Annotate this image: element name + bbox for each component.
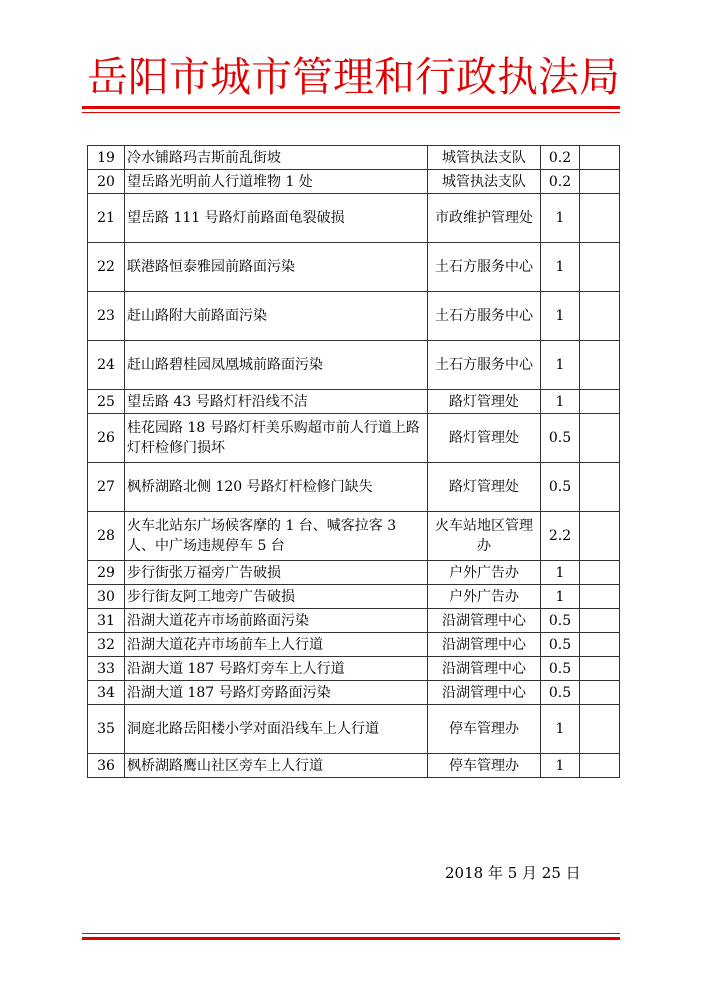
table-body <box>88 146 620 778</box>
table-row <box>88 754 620 778</box>
row-number: 21 <box>88 194 125 243</box>
responsible-unit: 户外广告办 <box>428 561 541 585</box>
responsible-unit: 户外广告办 <box>428 585 541 609</box>
empty-cell <box>580 146 620 170</box>
deduction-value: 0.5 <box>541 681 580 705</box>
responsible-unit: 停车管理办 <box>428 754 541 778</box>
table-row <box>88 292 620 341</box>
violations-table <box>87 145 620 778</box>
table-row <box>88 463 620 512</box>
responsible-unit: 土石方服务中心 <box>428 243 541 292</box>
deduction-value: 1 <box>541 561 580 585</box>
issue-description: 沿湖大道 187 号路灯旁车上人行道 <box>125 657 428 681</box>
row-number: 36 <box>88 754 125 778</box>
responsible-unit: 沿湖管理中心 <box>428 609 541 633</box>
row-number: 32 <box>88 633 125 657</box>
issue-description: 火车北站东广场候客摩的 1 台、喊客拉客 3 人、中广场违规停车 5 台 <box>125 512 428 561</box>
empty-cell <box>580 243 620 292</box>
row-number: 34 <box>88 681 125 705</box>
row-number: 35 <box>88 705 125 754</box>
deduction-value: 1 <box>541 341 580 390</box>
header-rule-thick <box>82 106 620 109</box>
deduction-value: 1 <box>541 292 580 341</box>
row-number: 22 <box>88 243 125 292</box>
deduction-value: 1 <box>541 705 580 754</box>
deduction-value: 1 <box>541 754 580 778</box>
footer-rule-thin <box>82 933 620 934</box>
row-number: 19 <box>88 146 125 170</box>
issue-description: 望岳路光明前人行道堆物 1 处 <box>125 170 428 194</box>
deduction-value: 0.2 <box>541 146 580 170</box>
issue-description: 步行街张万福旁广告破损 <box>125 561 428 585</box>
empty-cell <box>580 681 620 705</box>
issue-description: 洞庭北路岳阳楼小学对面沿线车上人行道 <box>125 705 428 754</box>
issue-description: 枫桥湖路鹰山社区旁车上人行道 <box>125 754 428 778</box>
empty-cell <box>580 609 620 633</box>
responsible-unit: 沿湖管理中心 <box>428 681 541 705</box>
document-date: 2018 年 5 月 25 日 <box>445 864 581 882</box>
deduction-value: 1 <box>541 390 580 414</box>
deduction-value: 0.5 <box>541 633 580 657</box>
empty-cell <box>580 341 620 390</box>
issue-description: 沿湖大道花卉市场前车上人行道 <box>125 633 428 657</box>
issue-description: 赶山路附大前路面污染 <box>125 292 428 341</box>
responsible-unit: 城管执法支队 <box>428 146 541 170</box>
issue-description: 冷水铺路玛吉斯前乱街坡 <box>125 146 428 170</box>
responsible-unit: 市政维护管理处 <box>428 194 541 243</box>
deduction-value: 0.5 <box>541 609 580 633</box>
table-row <box>88 561 620 585</box>
row-number: 24 <box>88 341 125 390</box>
deduction-value: 0.5 <box>541 414 580 463</box>
issue-description: 枫桥湖路北侧 120 号路灯杆检修门缺失 <box>125 463 428 512</box>
table-row <box>88 390 620 414</box>
table-row <box>88 341 620 390</box>
empty-cell <box>580 512 620 561</box>
empty-cell <box>580 585 620 609</box>
row-number: 27 <box>88 463 125 512</box>
empty-cell <box>580 170 620 194</box>
issue-description: 沿湖大道花卉市场前路面污染 <box>125 609 428 633</box>
responsible-unit: 沿湖管理中心 <box>428 657 541 681</box>
empty-cell <box>580 194 620 243</box>
table-row <box>88 633 620 657</box>
deduction-value: 2.2 <box>541 512 580 561</box>
deduction-value: 1 <box>541 243 580 292</box>
deduction-value: 0.5 <box>541 657 580 681</box>
issue-description: 沿湖大道 187 号路灯旁路面污染 <box>125 681 428 705</box>
table-row <box>88 146 620 170</box>
deduction-value: 1 <box>541 194 580 243</box>
responsible-unit: 城管执法支队 <box>428 170 541 194</box>
footer-rule-thick <box>82 937 620 940</box>
row-number: 25 <box>88 390 125 414</box>
responsible-unit: 土石方服务中心 <box>428 341 541 390</box>
responsible-unit: 停车管理办 <box>428 705 541 754</box>
deduction-value: 1 <box>541 585 580 609</box>
issue-description: 望岳路 43 号路灯杆沿线不洁 <box>125 390 428 414</box>
table-row <box>88 585 620 609</box>
row-number: 28 <box>88 512 125 561</box>
table-row <box>88 194 620 243</box>
issue-description: 赶山路碧桂园凤凰城前路面污染 <box>125 341 428 390</box>
table-row <box>88 243 620 292</box>
responsible-unit: 路灯管理处 <box>428 463 541 512</box>
row-number: 33 <box>88 657 125 681</box>
empty-cell <box>580 705 620 754</box>
table-row <box>88 609 620 633</box>
issue-description: 桂花园路 18 号路灯杆美乐购超市前人行道上路灯杆检修门损坏 <box>125 414 428 463</box>
empty-cell <box>580 292 620 341</box>
empty-cell <box>580 633 620 657</box>
table-row <box>88 414 620 463</box>
row-number: 20 <box>88 170 125 194</box>
issue-description: 联港路恒泰雅园前路面污染 <box>125 243 428 292</box>
table-row <box>88 657 620 681</box>
table-row <box>88 512 620 561</box>
empty-cell <box>580 754 620 778</box>
responsible-unit: 沿湖管理中心 <box>428 633 541 657</box>
row-number: 31 <box>88 609 125 633</box>
row-number: 30 <box>88 585 125 609</box>
header-rule-thin <box>82 112 620 113</box>
empty-cell <box>580 463 620 512</box>
responsible-unit: 路灯管理处 <box>428 414 541 463</box>
row-number: 26 <box>88 414 125 463</box>
issue-description: 步行街友阿工地旁广告破损 <box>125 585 428 609</box>
responsible-unit: 火车站地区管理办 <box>428 512 541 561</box>
empty-cell <box>580 390 620 414</box>
table-row <box>88 681 620 705</box>
row-number: 29 <box>88 561 125 585</box>
responsible-unit: 土石方服务中心 <box>428 292 541 341</box>
document-title: 岳阳市城市管理和行政执法局 <box>87 53 620 101</box>
empty-cell <box>580 414 620 463</box>
responsible-unit: 路灯管理处 <box>428 390 541 414</box>
table-row <box>88 705 620 754</box>
empty-cell <box>580 657 620 681</box>
deduction-value: 0.2 <box>541 170 580 194</box>
deduction-value: 0.5 <box>541 463 580 512</box>
table-row <box>88 170 620 194</box>
empty-cell <box>580 561 620 585</box>
issue-description: 望岳路 111 号路灯前路面龟裂破损 <box>125 194 428 243</box>
row-number: 23 <box>88 292 125 341</box>
